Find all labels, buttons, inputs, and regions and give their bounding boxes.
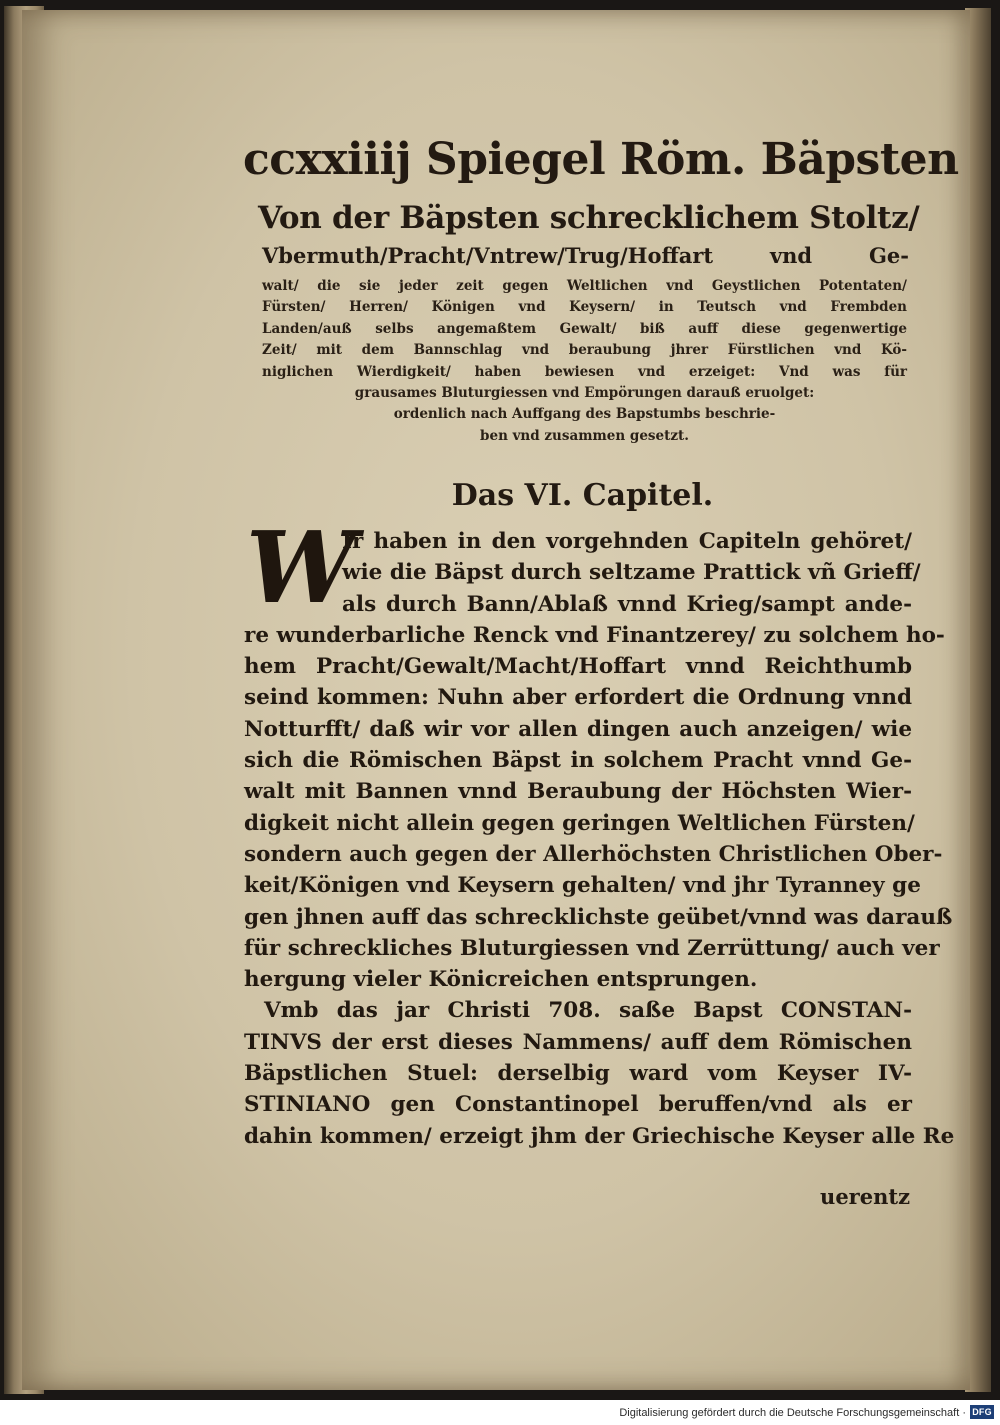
chapter-heading: Das VI. Capitel. xyxy=(451,478,714,513)
title-summary-line: ordenlich nach Auffgang des Bapstumbs beschrie- xyxy=(393,406,776,423)
body-line: digkeit nicht allein gegen geringen Weltlichen Fürsten/ xyxy=(244,810,915,836)
chapter-title-summary xyxy=(262,276,907,447)
body-line: Vmb das jar Christi 708. saße Bapst CONSTAN- xyxy=(264,998,912,1024)
body-line: für schreckliches Bluturgiessen vnd Zerrüttung/ auch ver xyxy=(244,935,940,961)
body-line: Bäpstlichen Stuel: derselbig ward vom Keyser IV- xyxy=(244,1061,912,1087)
title-summary-line: ben vnd zusammen gesetzt. xyxy=(480,427,689,444)
body-line: sich die Römischen Bäpst in solchem Pracht vnnd Ge- xyxy=(244,748,912,774)
body-line: keit/Königen vnd Keysern gehalten/ vnd jhr Tyranney ge xyxy=(244,873,921,899)
body-line: sondern auch gegen der Allerhöchsten Christlichen Ober- xyxy=(244,841,943,867)
dfg-logo: DFG xyxy=(970,1405,994,1419)
title-summary-line: Landen/auß selbs angemaßtem Gewalt/ biß auff diese gegenwertige xyxy=(262,320,907,337)
chapter-title-line: Vbermuth/Pracht/Vntrew/Trug/Hoffart vnd Ge- xyxy=(262,243,909,268)
digitization-credit: Digitalisierung gefördert durch die Deutsche Forschungsgemeinschaft · xyxy=(619,1407,966,1419)
body-line: seind kommen: Nuhn aber erfordert die Ordnung vnnd xyxy=(244,685,912,711)
catchword: uerentz xyxy=(820,1184,910,1209)
title-summary-line: Fürsten/ Herren/ Königen vnd Keysern/ in Teutsch vnd Frembden xyxy=(262,299,907,316)
body-line: walt mit Bannen vnnd Beraubung der Höchsten Wier- xyxy=(244,779,912,805)
body-line: STINIANO gen Constantinopel beruffen/vnd als er xyxy=(244,1092,912,1118)
title-summary-line: niglichen Wierdigkeit/ haben bewiesen vnd erzeiget: Vnd was für xyxy=(262,363,907,380)
body-line: Ir haben in den vorgehnden Capiteln gehöret/ xyxy=(342,529,912,554)
body-line: Notturfft/ daß wir vor allen dingen auch anzeigen/ wie xyxy=(244,716,912,742)
title-summary-line: grausames Bluturgiessen vnd Empörungen darauß eruolget: xyxy=(354,385,815,402)
body-text xyxy=(244,526,955,1152)
body-line: re wunderbarliche Renck vnd Finantzerey/ zu solchem ho- xyxy=(244,622,945,648)
body-line: hem Pracht/Gewalt/Macht/Hoffart vnnd Reichthumb xyxy=(244,654,912,680)
body-line: als durch Bann/Ablaß vnnd Krieg/sampt ande- xyxy=(342,591,912,617)
title-summary-line: walt/ die sie jeder zeit gegen Weltlichen vnd Geystlichen Potentaten/ xyxy=(262,278,907,294)
chapter-title-main: Von der Bäpsten schrecklichem Stoltz/ xyxy=(258,200,920,236)
body-line: TINVS der erst dieses Nammens/ auff dem Römischen xyxy=(244,1029,912,1055)
drop-cap-initial: W xyxy=(246,511,357,626)
body-line: hergung vieler Könicreichen entsprungen. xyxy=(244,967,758,993)
title-summary-line: Zeit/ mit dem Bannschlag vnd beraubung jhrer Fürstlichen vnd Kö- xyxy=(262,342,907,359)
body-line: dahin kommen/ erzeigt jhm der Griechische Keyser alle Re xyxy=(244,1123,955,1149)
running-head: ccxxiiij Spiegel Röm. Bäpsten xyxy=(243,134,959,185)
body-line: gen jhnen auff das schrecklichste geübet/vnnd was darauß xyxy=(244,904,953,930)
body-line: wie die Bäpst durch seltzame Prattick vñ Grieff/ xyxy=(342,560,921,586)
